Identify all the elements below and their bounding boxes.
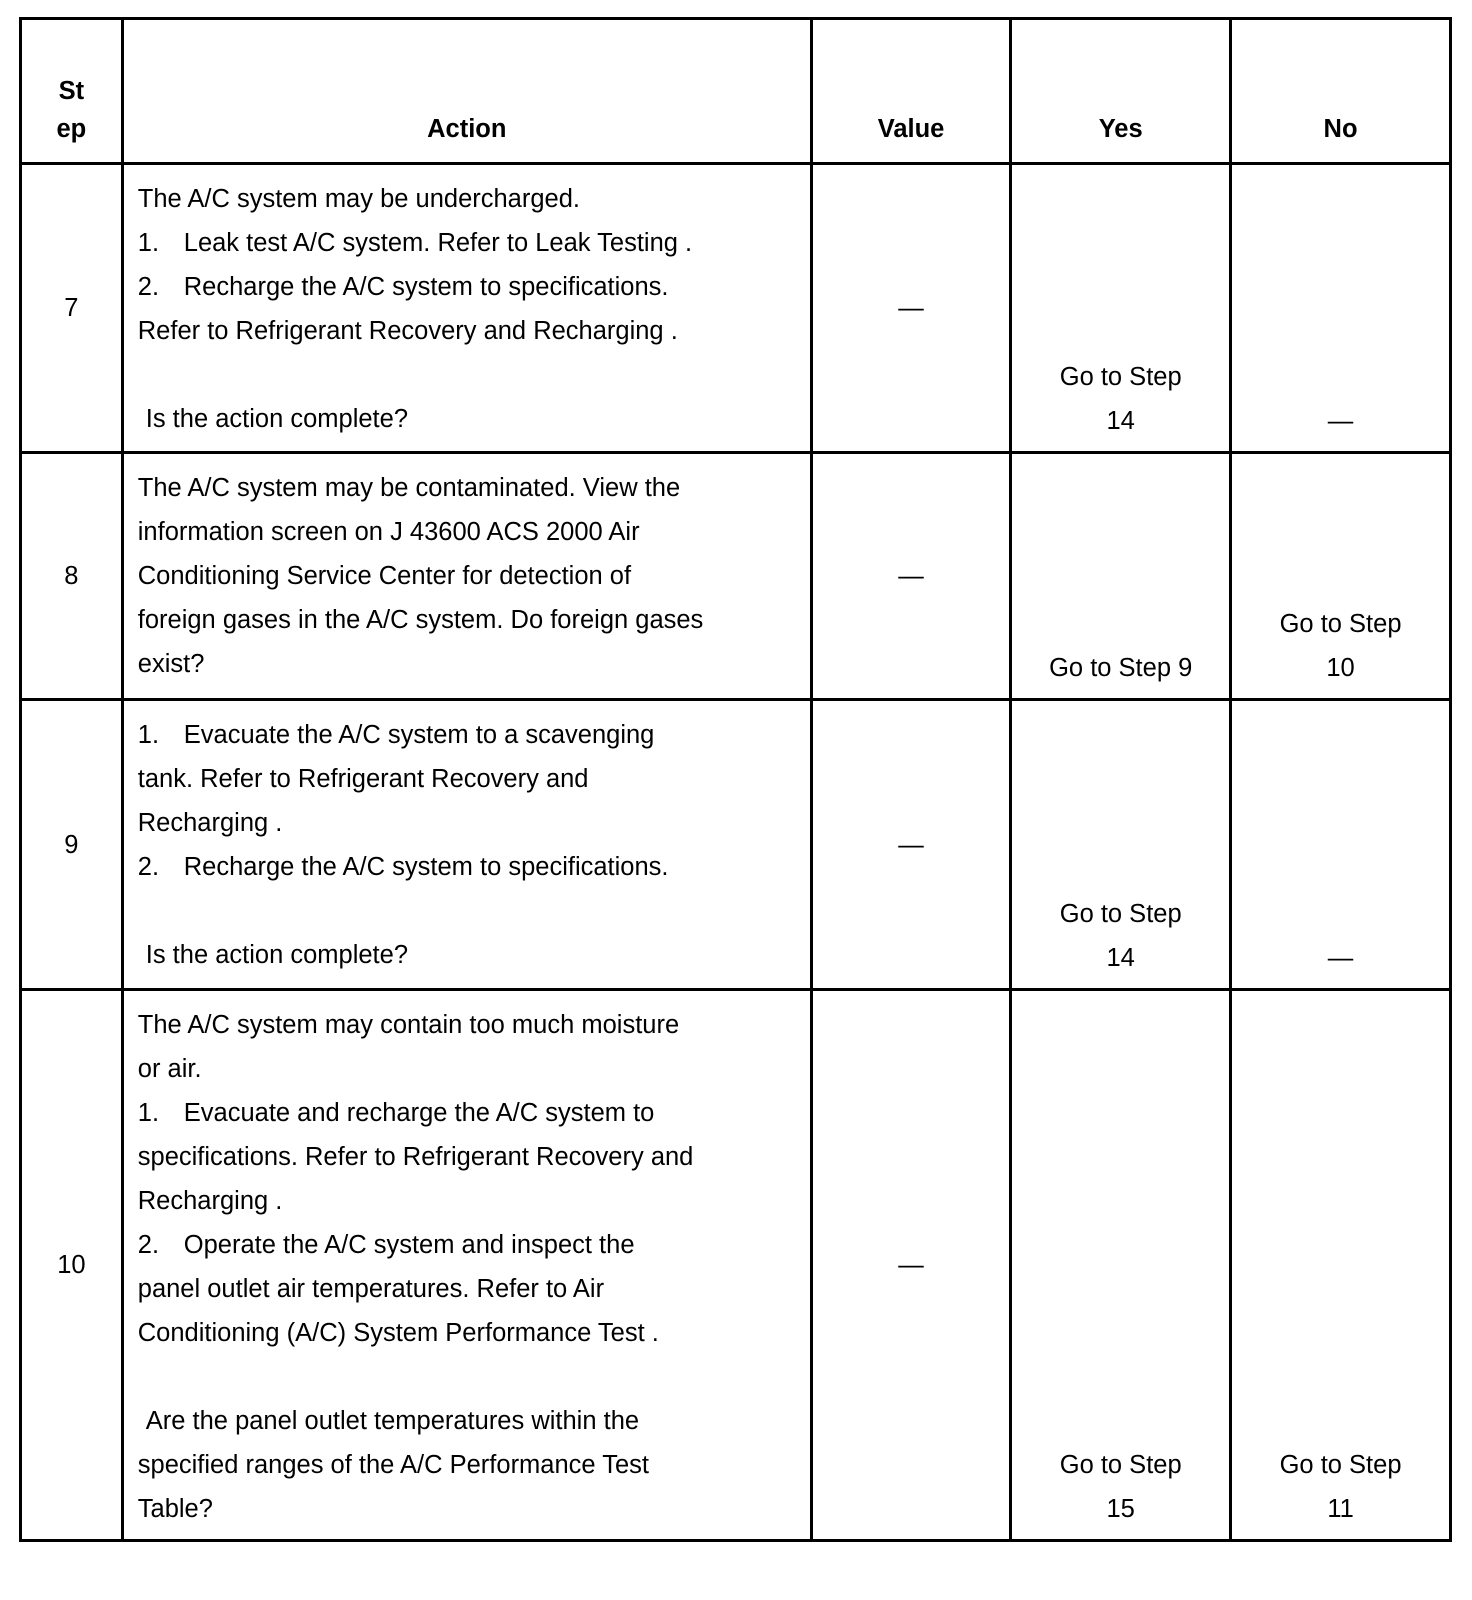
value-cell: — bbox=[811, 700, 1010, 990]
list-item: 2. Recharge the A/C system to specifications. bbox=[137, 853, 669, 881]
list-item: 1. Evacuate the A/C system to a scavenging bbox=[137, 721, 655, 749]
header-row bbox=[21, 19, 1451, 164]
value-cell: — bbox=[811, 164, 1010, 453]
question: Are the panel outlet temperatures within the bbox=[145, 1407, 640, 1435]
table-row-step-7 bbox=[21, 164, 1451, 453]
header-value: Value bbox=[811, 19, 1010, 164]
list-item: 2. Operate the A/C system and inspect the bbox=[137, 1231, 635, 1259]
question: Is the action complete? bbox=[145, 941, 408, 969]
no-cell: — bbox=[1231, 700, 1451, 990]
action-cell: 1. Evacuate the A/C system to a scavenging tank. Refer to Refrigerant Recovery and Recharging . 2. Recharge the A/C system to specifications. Is the action complete? bbox=[122, 700, 811, 990]
header-action: Action bbox=[122, 19, 811, 164]
no-cell: Go to Step 11 bbox=[1231, 990, 1451, 1541]
value-cell: — bbox=[811, 453, 1010, 700]
table-row-step-9 bbox=[21, 700, 1451, 990]
value-cell: — bbox=[811, 990, 1010, 1541]
yes-cell: Go to Step 14 bbox=[1011, 164, 1231, 453]
step-number: 8 bbox=[21, 453, 123, 700]
action-cell: The A/C system may be undercharged. 1. Leak test A/C system. Refer to Leak Testing . 2. Recharge the A/C system to specifications. Refer to Refrigerant Recovery and Recharging . Is the action complete? bbox=[122, 164, 811, 453]
header-yes: Yes bbox=[1011, 19, 1231, 164]
table-row-step-8 bbox=[21, 453, 1451, 700]
action-cell: The A/C system may be contaminated. View the information screen on J 43600 ACS 2000 Air Conditioning Service Center for detection of foreign gases in the A/C system. Do foreign gases exist? bbox=[122, 453, 811, 700]
list-item: 2. Recharge the A/C system to specifications. bbox=[137, 273, 669, 301]
no-cell: — bbox=[1231, 164, 1451, 453]
action-cell: The A/C system may contain too much moisture or air. 1. Evacuate and recharge the A/C system to specifications. Refer to Refrigerant Recovery and Recharging . 2. Operate the A/C system and inspect the panel outlet air temperatures. Refer to Air Conditioning (A/C) System Performance Test . Are the panel outlet temperatures within the specified ranges of the A/C Performance Test Table? bbox=[122, 990, 811, 1541]
question: Is the action complete? bbox=[145, 405, 408, 433]
step-number: 10 bbox=[21, 990, 123, 1541]
yes-cell: Go to Step 14 bbox=[1011, 700, 1231, 990]
list-item: 1. Leak test A/C system. Refer to Leak Testing . bbox=[137, 229, 693, 257]
diagnostic-table bbox=[19, 17, 1452, 1542]
yes-cell: Go to Step 15 bbox=[1011, 990, 1231, 1541]
no-cell: Go to Step 10 bbox=[1231, 453, 1451, 700]
header-no: No bbox=[1231, 19, 1451, 164]
table-row-step-10 bbox=[21, 990, 1451, 1541]
header-step: St ep bbox=[21, 19, 123, 164]
step-number: 7 bbox=[21, 164, 123, 453]
yes-cell: Go to Step 9 bbox=[1011, 453, 1231, 700]
list-item: 1. Evacuate and recharge the A/C system to bbox=[137, 1099, 655, 1127]
step-number: 9 bbox=[21, 700, 123, 990]
